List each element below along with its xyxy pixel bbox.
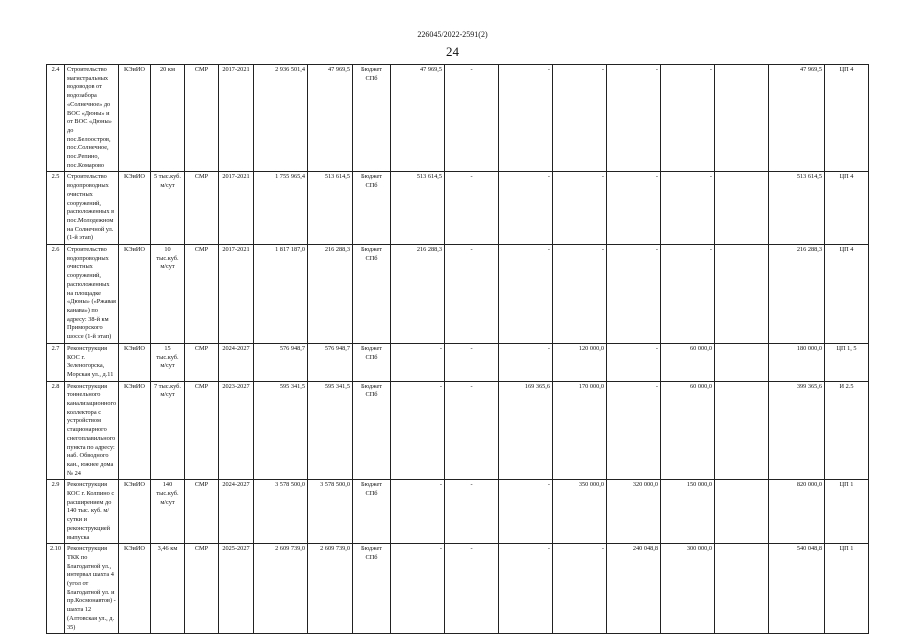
responsible-org: КЭиИО xyxy=(119,480,151,544)
responsible-org: КЭиИО xyxy=(119,381,151,480)
responsible-org: КЭиИО xyxy=(119,65,151,172)
project-name: Строительство водопроводных очистных сооружений, расположенных на площадке «Дюны» («Ржавая канава») по адресу: 38-й км Приморского шоссе (1-й этап) xyxy=(65,245,119,344)
row-number: 2.9 xyxy=(47,480,65,544)
estimated-cost: 1 817 187,0 xyxy=(254,245,308,344)
document-id: 226045/2022-2591(2) xyxy=(417,30,488,39)
program-amount: 2 609 739,0 xyxy=(308,544,353,634)
year-amount: - xyxy=(499,544,553,634)
year-amount: 169 365,6 xyxy=(499,381,553,480)
year-amount: - xyxy=(553,245,607,344)
year-amount: - xyxy=(553,65,607,172)
year-amount: 216 288,3 xyxy=(391,245,445,344)
program-amount: 3 578 500,0 xyxy=(308,480,353,544)
year-amount: 513 614,5 xyxy=(391,172,445,245)
year-amount: 170 000,0 xyxy=(553,381,607,480)
year-amount: 47 969,5 xyxy=(391,65,445,172)
year-amount: - xyxy=(661,172,715,245)
implementation-years: 2017-2021 xyxy=(219,245,254,344)
year-amount: 240 048,8 xyxy=(607,544,661,634)
year-amount: - xyxy=(445,245,499,344)
row-number: 2.5 xyxy=(47,172,65,245)
work-type: СМР xyxy=(185,381,219,480)
table-row xyxy=(47,343,869,381)
total-amount: 47 969,5 xyxy=(769,65,825,172)
implementation-years: 2024-2027 xyxy=(219,343,254,381)
total-amount: 399 365,6 xyxy=(769,381,825,480)
total-amount: 513 614,5 xyxy=(769,172,825,245)
year-amount: - xyxy=(445,381,499,480)
row-number: 2.6 xyxy=(47,245,65,344)
goal-code: ЦП 4 xyxy=(825,172,869,245)
estimated-cost: 2 936 501,4 xyxy=(254,65,308,172)
responsible-org: КЭиИО xyxy=(119,172,151,245)
year-amount: - xyxy=(607,381,661,480)
page-number: 24 xyxy=(446,44,459,59)
responsible-org: КЭиИО xyxy=(119,245,151,344)
implementation-years: 2017-2021 xyxy=(219,65,254,172)
project-name: Реконструкция КОС г. Колпино с расширением до 140 тыс. куб. м/сутки и реконструкцией выпуска xyxy=(65,480,119,544)
table-row xyxy=(47,544,869,634)
table-row xyxy=(47,381,869,480)
funding-source: Бюджет СПб xyxy=(353,544,391,634)
capacity: 7 тыс.куб. м/сут xyxy=(151,381,185,480)
total-amount: 216 288,3 xyxy=(769,245,825,344)
estimated-cost: 595 341,5 xyxy=(254,381,308,480)
capacity: 20 км xyxy=(151,65,185,172)
funding-source: Бюджет СПб xyxy=(353,343,391,381)
program-amount: 216 288,3 xyxy=(308,245,353,344)
year-amount: - xyxy=(661,65,715,172)
project-name: Строительство водопроводных очистных сооружений, расположенных в пос.Молодежном на Солнечной ул. (1-й этап) xyxy=(65,172,119,245)
year-amount: - xyxy=(607,65,661,172)
year-amount xyxy=(715,343,769,381)
work-type: СМР xyxy=(185,343,219,381)
responsible-org: КЭиИО xyxy=(119,544,151,634)
row-number: 2.7 xyxy=(47,343,65,381)
goal-code: И 2.5 xyxy=(825,381,869,480)
implementation-years: 2023-2027 xyxy=(219,381,254,480)
program-amount: 513 614,5 xyxy=(308,172,353,245)
estimated-cost: 1 755 965,4 xyxy=(254,172,308,245)
year-amount xyxy=(715,480,769,544)
goal-code: ЦП 1 xyxy=(825,544,869,634)
year-amount: 150 000,0 xyxy=(661,480,715,544)
year-amount: - xyxy=(445,544,499,634)
year-amount xyxy=(715,544,769,634)
table-row xyxy=(47,172,869,245)
estimated-cost: 576 948,7 xyxy=(254,343,308,381)
investment-plan-table xyxy=(46,64,869,634)
year-amount: - xyxy=(607,343,661,381)
year-amount: - xyxy=(445,343,499,381)
table-row xyxy=(47,480,869,544)
row-number: 2.4 xyxy=(47,65,65,172)
work-type: СМР xyxy=(185,544,219,634)
year-amount: - xyxy=(499,172,553,245)
implementation-years: 2024-2027 xyxy=(219,480,254,544)
funding-source: Бюджет СПб xyxy=(353,172,391,245)
goal-code: ЦП 4 xyxy=(825,65,869,172)
year-amount: - xyxy=(445,172,499,245)
year-amount xyxy=(715,245,769,344)
capacity: 140 тыс.куб. м/сут xyxy=(151,480,185,544)
program-amount: 595 341,5 xyxy=(308,381,353,480)
goal-code: ЦП 4 xyxy=(825,245,869,344)
year-amount: 320 000,0 xyxy=(607,480,661,544)
year-amount: - xyxy=(499,65,553,172)
project-name: Реконструкция тоннельного канализационного коллектора с устройством стационарного снегоплавильного пункта по адресу: наб. Обводного кан., южнее дома № 24 xyxy=(65,381,119,480)
year-amount: - xyxy=(607,245,661,344)
responsible-org: КЭиИО xyxy=(119,343,151,381)
total-amount: 820 000,0 xyxy=(769,480,825,544)
row-number: 2.8 xyxy=(47,381,65,480)
year-amount: - xyxy=(391,480,445,544)
implementation-years: 2017-2021 xyxy=(219,172,254,245)
year-amount: - xyxy=(445,480,499,544)
work-type: СМР xyxy=(185,480,219,544)
year-amount: 300 000,0 xyxy=(661,544,715,634)
year-amount: - xyxy=(553,544,607,634)
table-row xyxy=(47,65,869,172)
goal-code: ЦП 1 xyxy=(825,480,869,544)
year-amount xyxy=(715,381,769,480)
project-name: Строительство магистральных водоводов от водозабора «Солнечное» до ВОС «Дюны» и от ВОС «Дюны» до пос.Белоостров, пос.Солнечное, пос.Репино, пос.Комарово xyxy=(65,65,119,172)
year-amount: - xyxy=(445,65,499,172)
year-amount: - xyxy=(391,544,445,634)
goal-code: ЦП 1, 5 xyxy=(825,343,869,381)
funding-source: Бюджет СПб xyxy=(353,245,391,344)
capacity: 3,46 км xyxy=(151,544,185,634)
year-amount xyxy=(715,172,769,245)
year-amount: - xyxy=(661,245,715,344)
row-number: 2.10 xyxy=(47,544,65,634)
year-amount: - xyxy=(607,172,661,245)
year-amount: 120 000,0 xyxy=(553,343,607,381)
capacity: 15 тыс.куб. м/сут xyxy=(151,343,185,381)
total-amount: 540 048,8 xyxy=(769,544,825,634)
year-amount xyxy=(715,65,769,172)
estimated-cost: 3 578 500,0 xyxy=(254,480,308,544)
year-amount: - xyxy=(391,343,445,381)
year-amount: - xyxy=(499,480,553,544)
year-amount: - xyxy=(499,343,553,381)
funding-source: Бюджет СПб xyxy=(353,480,391,544)
implementation-years: 2025-2027 xyxy=(219,544,254,634)
capacity: 5 тыс.куб. м/сут xyxy=(151,172,185,245)
year-amount: - xyxy=(391,381,445,480)
year-amount: 60 000,0 xyxy=(661,343,715,381)
funding-source: Бюджет СПб xyxy=(353,381,391,480)
funding-source: Бюджет СПб xyxy=(353,65,391,172)
work-type: СМР xyxy=(185,65,219,172)
project-name: Реконструкция КОС г. Зеленогорска, Морская ул., д.11 xyxy=(65,343,119,381)
program-amount: 47 969,5 xyxy=(308,65,353,172)
program-amount: 576 948,7 xyxy=(308,343,353,381)
year-amount: - xyxy=(499,245,553,344)
work-type: СМР xyxy=(185,245,219,344)
capacity: 10 тыс.куб. м/сут xyxy=(151,245,185,344)
estimated-cost: 2 609 739,0 xyxy=(254,544,308,634)
total-amount: 180 000,0 xyxy=(769,343,825,381)
year-amount: - xyxy=(553,172,607,245)
work-type: СМР xyxy=(185,172,219,245)
year-amount: 350 000,0 xyxy=(553,480,607,544)
year-amount: 60 000,0 xyxy=(661,381,715,480)
project-name: Реконструкция ТКК по Благодатной ул., интервал шахта 4 (угол от Благодатной ул. и пр.Космонавтов) - шахта 12 (Алтовская ул., д. 35) xyxy=(65,544,119,634)
table-row xyxy=(47,245,869,344)
